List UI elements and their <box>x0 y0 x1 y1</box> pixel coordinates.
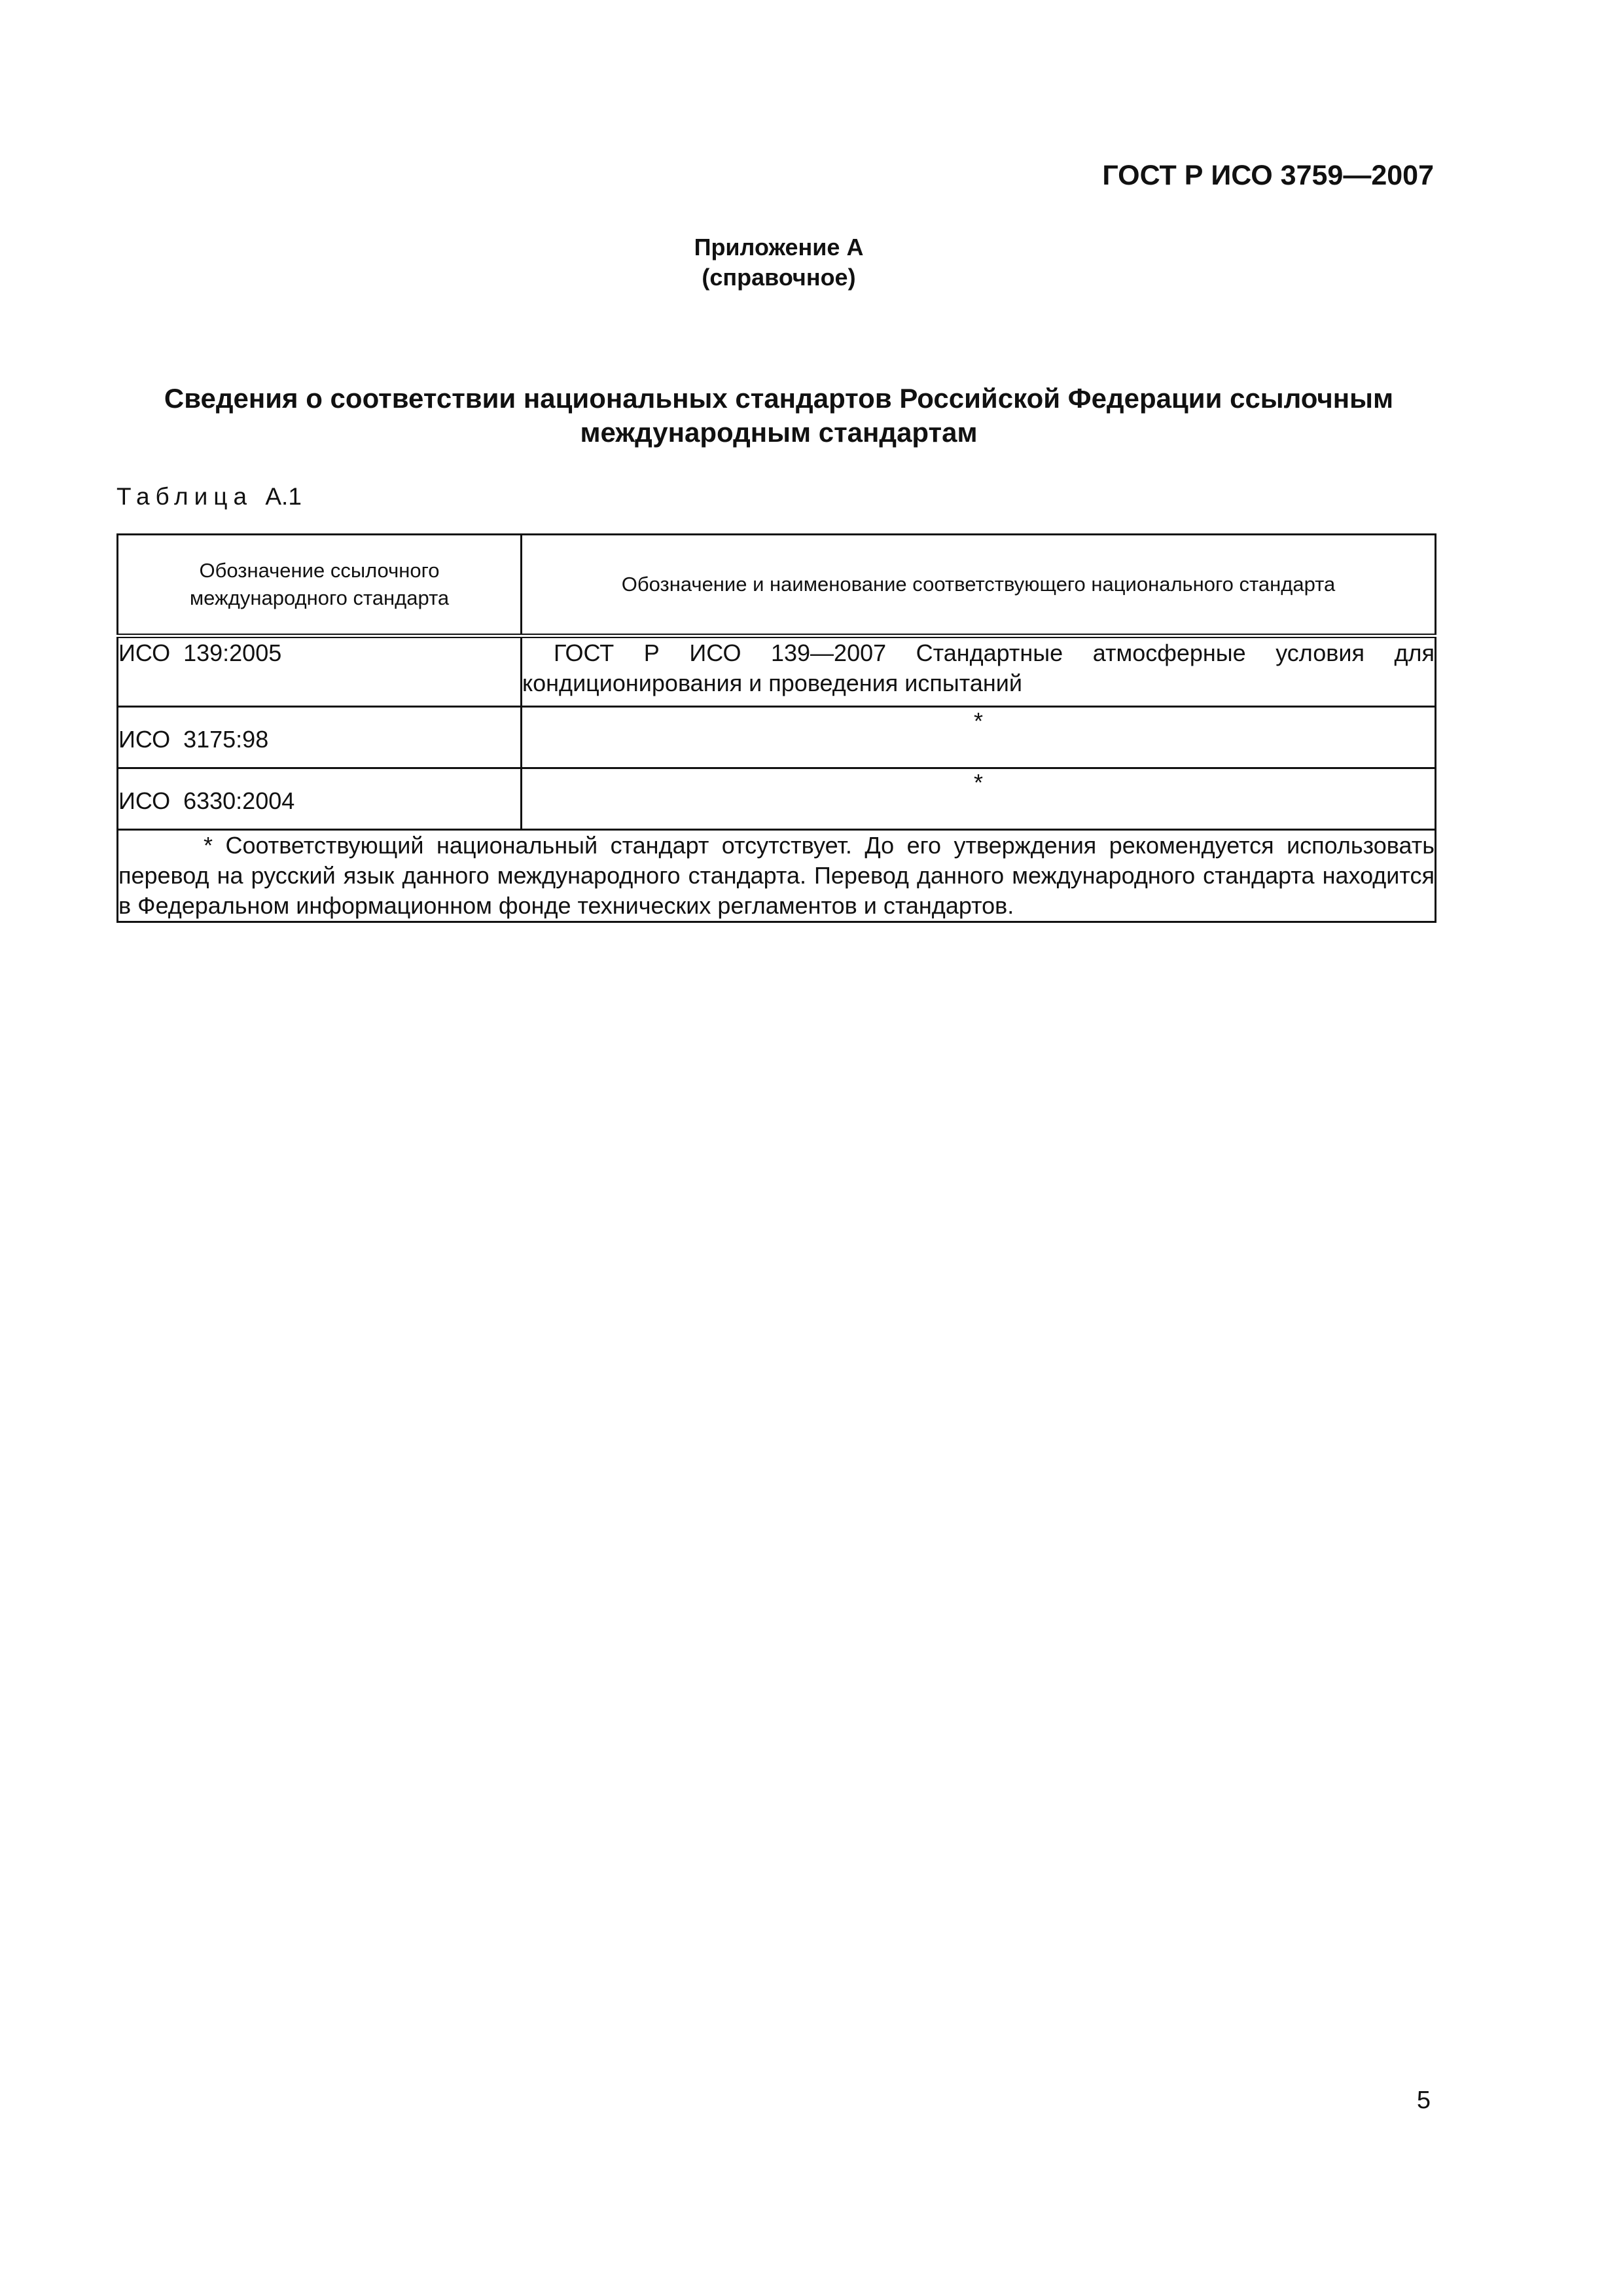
international-standard-cell: ИСО 139:2005 <box>118 636 522 707</box>
international-standard-cell: ИСО 3175:98 <box>118 707 522 768</box>
header-international-standard: Обозначение ссылочного международного стандарта <box>118 535 522 636</box>
table-header-row <box>118 535 1436 636</box>
page-title-line-2: международным стандартам <box>580 417 978 448</box>
page-number: 5 <box>1416 2087 1431 2114</box>
table-caption <box>116 483 302 511</box>
table-caption-word: Таблица <box>116 483 253 510</box>
table-footnote <box>118 830 1436 922</box>
appendix-type: (справочное) <box>702 264 856 291</box>
page-title <box>124 382 1433 450</box>
international-standard-cell: ИСО 6330:2004 <box>118 768 522 830</box>
header-national-standard: Обозначение и наименование соответствующего национального стандарта <box>522 535 1436 636</box>
standards-table <box>116 533 1436 923</box>
table-row <box>118 636 1436 707</box>
table-footnote-text: * Соответствующий национальный стандарт отсутствует. До его утверждения рекомендуется использовать перевод на русский язык данного международного стандарта. Перевод данного международного стандарта находится в Федеральном информационном фонде технических регламентов и стандартов. <box>118 832 1435 919</box>
page-title-line-1: Сведения о соответствии национальных стандартов Российской Федерации ссылочным <box>164 383 1394 414</box>
table-footnote-row <box>118 830 1436 922</box>
national-standard-text: ГОСТ Р ИСО 139—2007 Стандартные атмосферные условия для кондиционирования и проведения испытаний <box>522 639 1435 696</box>
table-caption-number: А.1 <box>265 483 302 510</box>
national-standard-cell: * <box>522 768 1436 830</box>
table-row <box>118 768 1436 830</box>
table-row <box>118 707 1436 768</box>
appendix-heading <box>0 232 1558 293</box>
document-code: ГОСТ Р ИСО 3759—2007 <box>1102 160 1434 191</box>
national-standard-cell: * <box>522 707 1436 768</box>
national-standard-cell <box>522 636 1436 707</box>
appendix-label: Приложение А <box>694 234 864 260</box>
